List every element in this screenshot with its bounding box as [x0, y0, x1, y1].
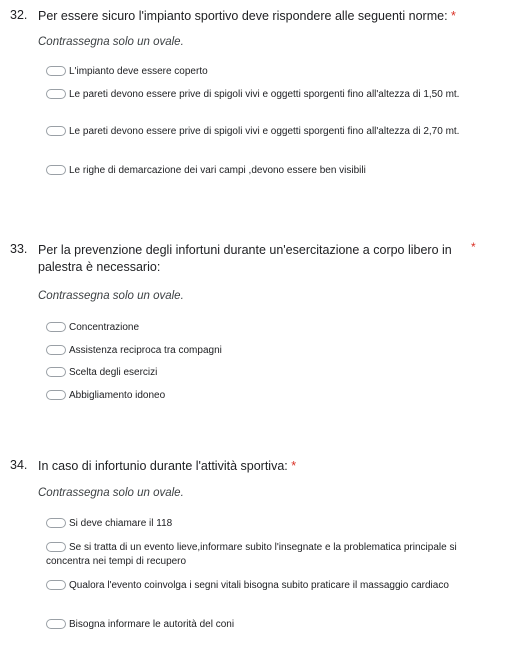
radio-option[interactable]: Si deve chiamare il 118 — [46, 517, 471, 531]
hint-text: Contrassegna solo un ovale. — [38, 487, 184, 499]
required-asterisk: * — [291, 459, 297, 473]
question-number: 32. — [10, 8, 28, 22]
radio-option[interactable]: Le righe di demarcazione dei vari campi ,devono essere ben visibili — [46, 164, 471, 178]
radio-oval[interactable] — [46, 345, 66, 355]
radio-oval[interactable] — [46, 619, 66, 629]
question-number: 34. — [10, 458, 28, 472]
radio-option[interactable]: Se si tratta di un evento lieve,informare subito l'insegnate e la problematica principale si concentra nei tempi di recupero — [46, 542, 457, 567]
radio-option[interactable]: Scelta degli esercizi — [46, 366, 471, 380]
radio-oval[interactable] — [46, 66, 66, 76]
radio-option[interactable]: Abbigliamento idoneo — [46, 389, 471, 403]
radio-oval[interactable] — [46, 542, 66, 552]
radio-oval[interactable] — [46, 390, 66, 400]
required-asterisk: * — [451, 9, 456, 23]
radio-oval[interactable] — [46, 126, 66, 136]
radio-option[interactable]: L'impianto deve essere coperto — [46, 65, 471, 79]
hint-text: Contrassegna solo un ovale. — [38, 36, 184, 48]
radio-oval[interactable] — [46, 322, 66, 332]
radio-option[interactable]: Le pareti devono essere prive di spigoli vivi e oggetti sporgenti fino all'altezza di 1,50 mt. — [46, 88, 471, 102]
radio-oval[interactable] — [46, 367, 66, 377]
required-asterisk: * — [471, 240, 476, 254]
hint-text: Contrassegna solo un ovale. — [38, 290, 184, 302]
question-text: In caso di infortunio durante l'attività sportiva: * — [38, 459, 297, 473]
radio-option[interactable]: Concentrazione — [46, 321, 471, 335]
radio-option[interactable]: Assistenza reciproca tra compagni — [46, 344, 471, 358]
radio-oval[interactable] — [46, 89, 66, 99]
radio-oval[interactable] — [46, 580, 66, 590]
radio-oval[interactable] — [46, 165, 66, 175]
question-text: Per la prevenzione degli infortuni durante un'esercitazione a corpo libero in palestra è necessario: — [38, 243, 452, 274]
question-text: Per essere sicuro l'impianto sportivo deve rispondere alle seguenti norme: * — [38, 9, 456, 23]
radio-option[interactable]: Le pareti devono essere prive di spigoli vivi e oggetti sporgenti fino all'altezza di 2,70 mt. — [46, 125, 471, 139]
radio-oval[interactable] — [46, 518, 66, 528]
question-number: 33. — [10, 242, 28, 256]
radio-option[interactable]: Bisogna informare le autorità del coni — [46, 618, 471, 632]
radio-option[interactable]: Qualora l'evento coinvolga i segni vitali bisogna subito praticare il massaggio cardiaco — [46, 579, 471, 593]
